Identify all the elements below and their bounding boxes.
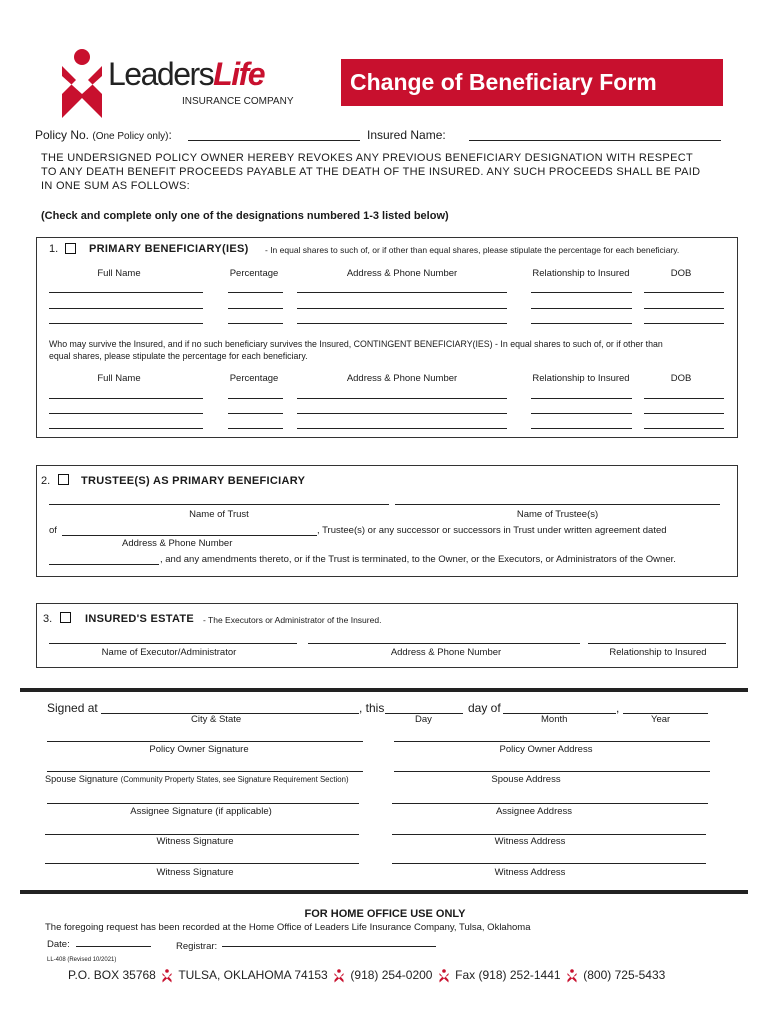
trustee-name-field[interactable] xyxy=(395,504,720,505)
intro-line-3: IN ONE SUM AS FOLLOWS: xyxy=(41,180,191,192)
this-label: , this xyxy=(359,701,385,715)
policy-note: (One Policy only) xyxy=(92,131,169,142)
section-3-heading: INSURED'S ESTATE xyxy=(85,613,195,625)
witness-signature-field-2[interactable] xyxy=(45,863,359,864)
logo xyxy=(60,48,294,120)
date-field[interactable] xyxy=(76,946,151,947)
contingent-rel-2[interactable] xyxy=(531,413,632,414)
day-label: Day xyxy=(415,714,432,725)
col-percentage: Percentage xyxy=(229,268,279,279)
date-label: Date: xyxy=(47,939,70,950)
primary-name-1[interactable] xyxy=(49,292,203,293)
contingent-rel-1[interactable] xyxy=(531,398,632,399)
policy-label: Policy No. xyxy=(35,128,90,142)
trust-address-label: Address & Phone Number xyxy=(122,538,233,549)
contingent-dob-3[interactable] xyxy=(644,428,724,429)
contingent-pct-3[interactable] xyxy=(228,428,283,429)
spouse-signature-field[interactable] xyxy=(47,771,363,772)
owner-signature-label: Policy Owner Signature xyxy=(149,744,249,755)
red-x-icon xyxy=(334,969,344,983)
witness-signature-label-1: Witness Signature xyxy=(156,836,234,847)
primary-pct-1[interactable] xyxy=(228,292,283,293)
primary-name-2[interactable] xyxy=(49,308,203,309)
assignee-address-label: Assignee Address xyxy=(495,806,573,817)
signature-top-rule xyxy=(20,688,748,692)
form-title: Change of Beneficiary Form xyxy=(341,59,723,106)
month-label: Month xyxy=(541,714,568,725)
primary-addr-1[interactable] xyxy=(297,292,507,293)
policy-line xyxy=(35,128,172,142)
contingent-addr-1[interactable] xyxy=(297,398,507,399)
section-1-heading-note: - In equal shares to such of, or if other than equal shares, please stipulate the percentage for each beneficiary. xyxy=(265,245,680,255)
section-2-number: 2. xyxy=(41,475,51,487)
section-1-number: 1. xyxy=(49,243,59,255)
witness-address-field-2[interactable] xyxy=(392,863,706,864)
section-2-checkbox[interactable] xyxy=(58,474,69,485)
executor-relationship-field[interactable] xyxy=(588,643,726,644)
footer-phone: (918) 254-0200 xyxy=(350,968,433,982)
spouse-address-field[interactable] xyxy=(394,771,710,772)
registrar-label: Registrar: xyxy=(176,941,218,952)
footer-po-box: P.O. BOX 35768 xyxy=(68,968,156,982)
insured-name-field[interactable] xyxy=(469,140,721,141)
primary-rel-3[interactable] xyxy=(531,323,632,324)
spouse-sig-note: (Community Property States, see Signature Requirement Section) xyxy=(120,775,349,784)
name-of-trustees-label: Name of Trustee(s) xyxy=(516,509,599,520)
contingent-name-1[interactable] xyxy=(49,398,203,399)
trust-name-field[interactable] xyxy=(49,504,389,505)
col2-dob: DOB xyxy=(670,373,692,384)
contingent-addr-3[interactable] xyxy=(297,428,507,429)
contingent-dob-2[interactable] xyxy=(644,413,724,414)
owner-address-field[interactable] xyxy=(394,741,710,742)
red-x-icon xyxy=(567,969,577,983)
col-dob: DOB xyxy=(670,268,692,279)
primary-rel-1[interactable] xyxy=(531,292,632,293)
red-x-icon xyxy=(162,969,172,983)
contingent-name-2[interactable] xyxy=(49,413,203,414)
home-office-heading: FOR HOME OFFICE USE ONLY xyxy=(304,908,466,920)
witness-signature-field-1[interactable] xyxy=(45,834,359,835)
executor-address-field[interactable] xyxy=(308,643,580,644)
owner-address-label: Policy Owner Address xyxy=(499,744,593,755)
primary-dob-1[interactable] xyxy=(644,292,724,293)
assignee-signature-field[interactable] xyxy=(47,803,359,804)
footer-fax: Fax (918) 252-1441 xyxy=(455,968,561,982)
assignee-signature-label: Assignee Signature (if applicable) xyxy=(130,806,272,817)
primary-addr-2[interactable] xyxy=(297,308,507,309)
witness-address-field-1[interactable] xyxy=(392,834,706,835)
contingent-dob-1[interactable] xyxy=(644,398,724,399)
section-3-heading-note: - The Executors or Administrator of the Insured. xyxy=(203,615,382,625)
primary-rel-2[interactable] xyxy=(531,308,632,309)
name-of-trust-label: Name of Trust xyxy=(189,509,249,520)
contingent-pct-1[interactable] xyxy=(228,398,283,399)
col-relationship: Relationship to Insured xyxy=(532,268,630,279)
section-3-checkbox[interactable] xyxy=(60,612,71,623)
logo-wordmark xyxy=(108,56,264,93)
witness-address-label-2: Witness Address xyxy=(494,867,566,878)
spouse-sig-text: Spouse Signature xyxy=(45,774,119,784)
footer-city: TULSA, OKLAHOMA 74153 xyxy=(178,968,328,982)
city-state-label: City & State xyxy=(191,714,242,725)
contingent-pct-2[interactable] xyxy=(228,413,283,414)
agreement-date-field[interactable] xyxy=(49,564,159,565)
primary-name-3[interactable] xyxy=(49,323,203,324)
col2-percentage: Percentage xyxy=(229,373,279,384)
contingent-rel-3[interactable] xyxy=(531,428,632,429)
trustee-address-field[interactable] xyxy=(62,535,317,536)
contingent-text-1: Who may survive the Insured, and if no such beneficiary survives the Insured, CONTINGENT BENEFICIARY(IES) - In equal shares to such of, or if other than xyxy=(49,339,663,349)
executor-name-label: Name of Executor/Administrator xyxy=(101,647,237,658)
home-office-recorded: The foregoing request has been recorded at the Home Office of Leaders Life Insurance Company, Tulsa, Oklahoma xyxy=(45,922,531,933)
witness-address-label-1: Witness Address xyxy=(494,836,566,847)
comma-label: , xyxy=(616,701,620,715)
year-label: Year xyxy=(651,714,671,725)
insured-label: Insured Name: xyxy=(367,128,446,142)
owner-signature-field[interactable] xyxy=(47,741,363,742)
col2-relationship: Relationship to Insured xyxy=(532,373,630,384)
registrar-field[interactable] xyxy=(222,946,436,947)
executor-address-label: Address & Phone Number xyxy=(390,647,502,658)
contingent-addr-2[interactable] xyxy=(297,413,507,414)
executor-relationship-label: Relationship to Insured xyxy=(609,647,707,658)
section-1-heading: PRIMARY BENEFICIARY(IES) xyxy=(89,243,249,255)
form-code: LL-408 (Revised 10/2021) xyxy=(47,957,117,963)
policy-number-field[interactable] xyxy=(188,140,360,141)
col2-address: Address & Phone Number xyxy=(346,373,458,384)
col2-full-name: Full Name xyxy=(97,373,141,384)
logo-leaders: Leaders xyxy=(108,56,214,92)
primary-dob-2[interactable] xyxy=(644,308,724,309)
policy-colon: : xyxy=(168,128,172,142)
day-of-label: day of xyxy=(468,701,501,715)
section-3-number: 3. xyxy=(43,613,53,625)
section-1-checkbox[interactable] xyxy=(65,243,76,254)
executor-name-field[interactable] xyxy=(49,643,297,644)
contingent-name-3[interactable] xyxy=(49,428,203,429)
section-2-heading: TRUSTEE(S) AS PRIMARY BENEFICIARY xyxy=(81,475,306,487)
logo-life: Life xyxy=(213,56,265,92)
intro-line-1: THE UNDERSIGNED POLICY OWNER HEREBY REVOKES ANY PREVIOUS BENEFICIARY DESIGNATION WITH RESPECT xyxy=(41,152,693,164)
witness-signature-label-2: Witness Signature xyxy=(156,867,234,878)
contingent-text-2: equal shares, please stipulate the percentage for each beneficiary. xyxy=(49,351,308,361)
intro-line-2: TO ANY DEATH BENEFIT PROCEEDS PAYABLE AT THE DEATH OF THE INSURED. ANY SUCH PROCEEDS SHALL BE PAID xyxy=(41,166,701,178)
amendments-text: , and any amendments thereto, or if the Trust is terminated, to the Owner, or the Executors, or Administrators of the Owner. xyxy=(160,554,676,565)
signed-at-label: Signed at xyxy=(47,701,98,715)
trustees-text: , Trustee(s) or any successor or successors in Trust under written agreement dated xyxy=(317,525,667,536)
spouse-signature-label xyxy=(45,774,349,784)
spouse-address-label: Spouse Address xyxy=(491,774,561,785)
footer-tollfree: (800) 725-5433 xyxy=(583,968,666,982)
col-address: Address & Phone Number xyxy=(346,268,458,279)
instruction: (Check and complete only one of the designations numbered 1-3 listed below) xyxy=(41,210,449,222)
logo-subtitle: INSURANCE COMPANY xyxy=(182,96,294,107)
primary-addr-3[interactable] xyxy=(297,323,507,324)
red-x-icon xyxy=(439,969,449,983)
footer-contact xyxy=(68,968,665,983)
of-label: of xyxy=(49,525,57,536)
assignee-address-field[interactable] xyxy=(392,803,708,804)
col-full-name: Full Name xyxy=(97,268,141,279)
primary-pct-2[interactable] xyxy=(228,308,283,309)
leaders-life-x-logo-icon xyxy=(60,48,104,120)
primary-pct-3[interactable] xyxy=(228,323,283,324)
primary-dob-3[interactable] xyxy=(644,323,724,324)
signature-bottom-rule xyxy=(20,890,748,894)
